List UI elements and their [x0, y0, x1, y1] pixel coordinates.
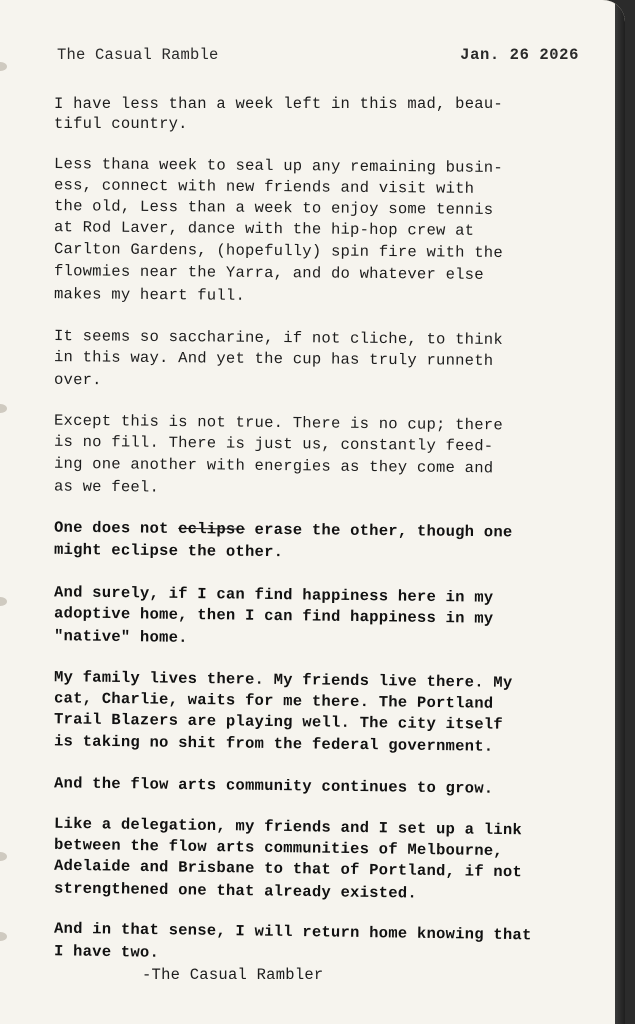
text-line: And in that sense, I will return home knowing that: [53, 919, 532, 945]
struck-word: eclipse: [178, 519, 246, 539]
text-line: Less thana week to seal up any remaining busin-: [53, 155, 503, 177]
text-line: is no fill. There is just us, constantly feed-: [53, 432, 494, 456]
text-line: cat, Charlie, waits for me there. The Portland: [53, 689, 494, 713]
page-header: [57, 46, 579, 64]
text-line: strengthened one that already existed.: [53, 879, 418, 903]
text-line: over.: [53, 370, 102, 390]
entry-date: Jan. 26 2026: [460, 46, 579, 64]
text-line: is taking no shit from the federal government.: [53, 732, 494, 756]
column-title: The Casual Ramble: [57, 46, 219, 64]
text-line: as we feel.: [53, 477, 160, 497]
binder-hole: [0, 597, 7, 606]
text-segment: erase the other, though one: [244, 520, 513, 542]
text-line: Carlton Gardens, (hopefully) spin fire with the: [53, 240, 503, 262]
text-line: ess, connect with new friends and visit with: [53, 176, 475, 198]
text-line: And surely, if I can find happiness here in my: [53, 583, 494, 607]
signature: -The Casual Rambler: [142, 966, 324, 984]
binder-hole: [0, 932, 7, 941]
text-line: between the flow arts communities of Melbourne,: [53, 835, 504, 861]
text-line: And the flow arts community continues to grow.: [53, 774, 494, 798]
text-line: at Rod Laver, dance with the hip-hop crew at: [53, 218, 475, 240]
text-line: My family lives there. My friends live there. My: [53, 668, 513, 692]
text-line: I have less than a week left in this mad, beau-: [54, 95, 503, 113]
binder-hole: [0, 404, 7, 413]
text-line: might eclipse the other.: [53, 540, 284, 562]
text-line: tiful country.: [54, 115, 188, 133]
text-segment: One does not: [53, 518, 179, 538]
text-line: Except this is not true. There is no cup; there: [53, 411, 504, 435]
text-line: makes my heart full.: [53, 285, 246, 305]
text-line: I have two.: [53, 942, 160, 962]
page-edge-shadow: [615, 0, 625, 1024]
text-line: ing one another with energies as they come and: [53, 454, 494, 478]
binder-hole: [0, 62, 7, 71]
binder-hole: [0, 852, 7, 861]
text-line: It seems so saccharine, if not cliche, to think: [53, 327, 503, 349]
text-line: [54, 518, 513, 543]
text-line: "native" home.: [53, 627, 188, 647]
text-line: in this way. And yet the cup has truly runneth: [53, 348, 494, 370]
text-line: adoptive home, then I can find happiness in my: [53, 604, 494, 628]
text-line: flowmies near the Yarra, and do whatever else: [53, 262, 484, 284]
text-line: Adelaide and Brisbane to that of Portland, if not: [53, 856, 523, 882]
text-line: Like a delegation, my friends and I set up a link: [53, 814, 523, 840]
text-line: the old, Less than a week to enjoy some tennis: [53, 197, 494, 219]
text-line: Trail Blazers are playing well. The city itself: [53, 710, 504, 734]
